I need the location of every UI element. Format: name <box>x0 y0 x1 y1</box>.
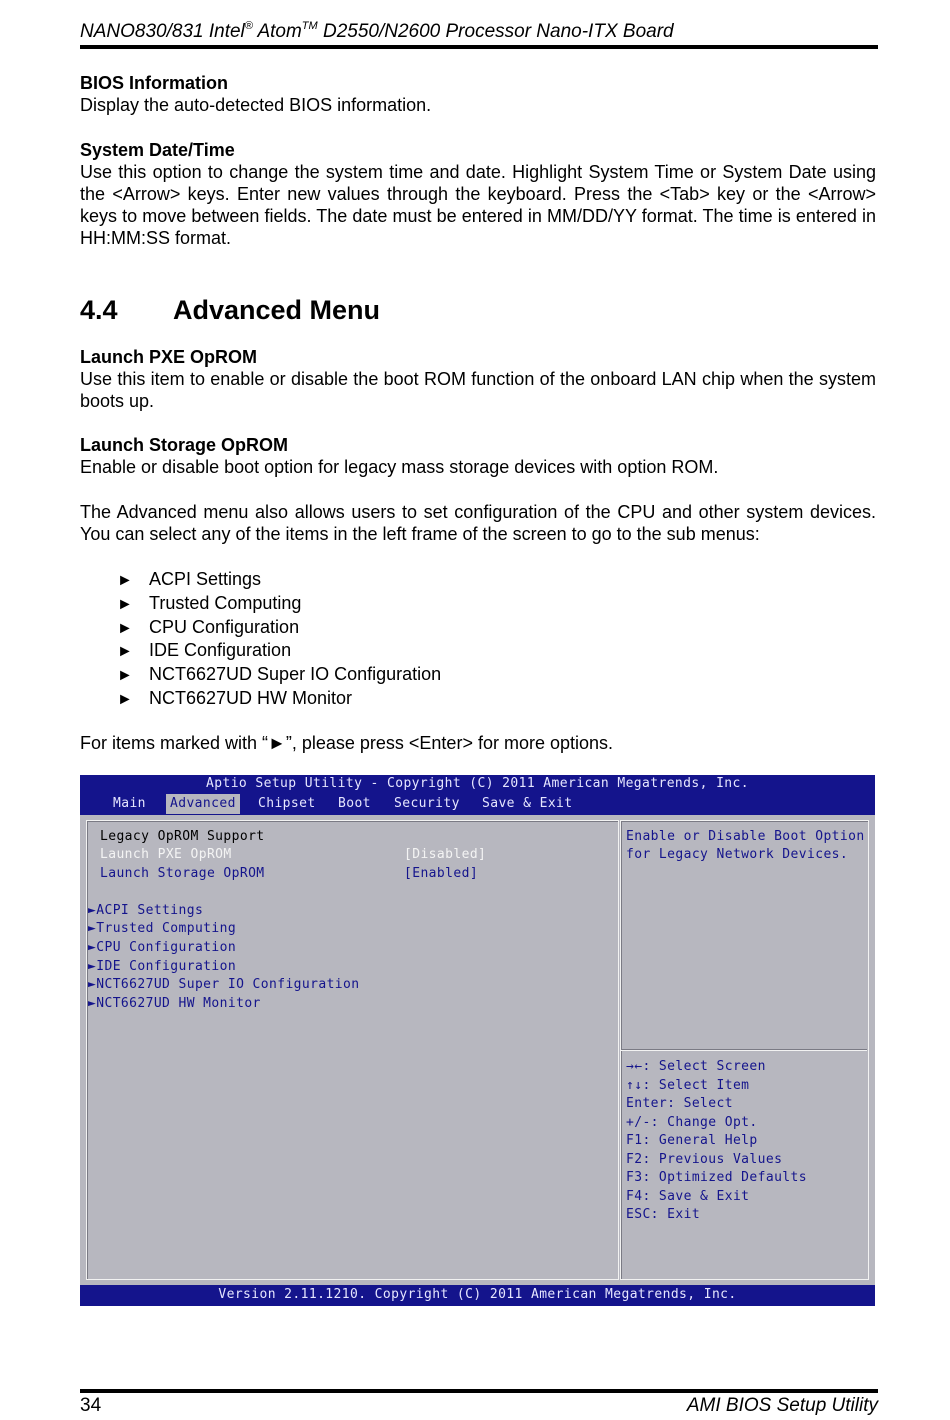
triangle-right-icon: ► <box>117 619 133 637</box>
system-date-time-heading: System Date/Time <box>80 140 235 160</box>
help-text-line-2: for Legacy Network Devices. <box>626 847 849 862</box>
key-help-select-item: ↑↓: Select Item <box>626 1078 750 1093</box>
bios-title-bar <box>80 775 875 815</box>
key-help-f1: F1: General Help <box>626 1133 758 1148</box>
bios-submenu-cpu[interactable] <box>88 939 236 957</box>
tab-advanced[interactable]: Advanced <box>166 794 240 814</box>
list-item <box>117 616 441 640</box>
key-help-enter: Enter: Select <box>626 1096 733 1111</box>
bios-information-heading: BIOS Information <box>80 73 228 93</box>
triangle-right-icon: ► <box>88 903 97 918</box>
list-item-label: CPU Configuration <box>149 616 300 637</box>
launch-storage-text: Enable or disable boot option for legacy mass storage devices with option ROM. <box>80 457 719 477</box>
enter-note-block <box>80 732 876 754</box>
triangle-right-icon: ► <box>117 595 133 613</box>
submenu-list <box>117 568 441 711</box>
help-text-line-1: Enable or Disable Boot Option <box>626 829 865 844</box>
header-text-atom: Atom <box>252 21 302 42</box>
bios-submenu-trusted[interactable] <box>88 920 236 938</box>
bios-information-text: Display the auto-detected BIOS information. <box>80 95 432 115</box>
section-title: Advanced Menu <box>173 295 381 325</box>
bios-title: Aptio Setup Utility - Copyright (C) 2011 American Megatrends, Inc. <box>206 776 749 791</box>
footer-title: AMI BIOS Setup Utility <box>686 1395 878 1416</box>
launch-storage-heading: Launch Storage OpROM <box>80 435 289 455</box>
bios-submenu-hwmonitor[interactable] <box>88 995 261 1013</box>
bios-submenu-label: NCT6627UD HW Monitor <box>96 996 261 1011</box>
bios-submenu-label: CPU Configuration <box>96 940 237 955</box>
list-item <box>117 687 441 711</box>
header-text: NANO830/831 Intel <box>80 21 245 42</box>
key-help-f3: F3: Optimized Defaults <box>626 1170 807 1185</box>
triangle-right-icon: ► <box>117 667 133 685</box>
triangle-right-icon: ► <box>117 690 133 708</box>
advanced-intro-text: The Advanced menu also allows users to set configuration of the CPU and other system devices. You can select any of the items in the left frame of the screen to go to the sub menus: <box>80 502 876 544</box>
list-item <box>117 639 441 663</box>
list-item-label: NCT6627UD HW Monitor <box>149 687 353 708</box>
running-header <box>80 20 878 44</box>
list-item <box>117 663 441 687</box>
launch-pxe-value[interactable]: [Disabled] <box>404 847 487 862</box>
triangle-right-icon: ► <box>88 921 97 936</box>
triangle-right-icon: ► <box>88 959 97 974</box>
bios-submenu-acpi[interactable] <box>88 902 203 920</box>
bios-version-bar <box>80 1285 875 1306</box>
bios-submenu-label: Trusted Computing <box>96 921 237 936</box>
launch-pxe-text: Use this item to enable or disable the boot ROM function of the onboard LAN chip when the system boots up. <box>80 369 876 411</box>
bios-left-frame <box>86 820 619 1280</box>
launch-storage-value[interactable]: [Enabled] <box>404 866 479 881</box>
key-help-esc: ESC: Exit <box>626 1207 701 1222</box>
bios-screenshot <box>80 775 875 1306</box>
tab-boot[interactable]: Boot <box>338 796 371 811</box>
system-date-time-block <box>80 139 876 249</box>
header-rule <box>80 45 878 49</box>
list-item-label: IDE Configuration <box>149 640 292 661</box>
key-help-change-opt: +/-: Change Opt. <box>626 1115 758 1130</box>
help-divider <box>621 1049 867 1051</box>
tab-security[interactable]: Security <box>394 796 460 811</box>
key-help-f2: F2: Previous Values <box>626 1152 783 1167</box>
system-date-time-text: Use this option to change the system time and date. Highlight System Time or System Date using the <Arrow> keys. Enter new values through the keyboard. Press the <Tab> key or the <Arrow> keys to move between fields. The date must be entered in MM/DD/YY format. The time is entered in HH:MM:SS format. <box>80 162 876 248</box>
bios-submenu-label: NCT6627UD Super IO Configuration <box>96 977 360 992</box>
key-help-select-screen: →←: Select Screen <box>626 1059 766 1074</box>
key-help-f4: F4: Save & Exit <box>626 1189 750 1204</box>
triangle-right-icon: ► <box>117 643 133 661</box>
bios-submenu-label: IDE Configuration <box>96 959 237 974</box>
section-heading <box>80 294 380 326</box>
list-item-label: ACPI Settings <box>149 569 262 589</box>
footer-rule <box>80 1389 878 1393</box>
registered-mark: ® <box>244 20 253 32</box>
list-item-label: NCT6627UD Super IO Configuration <box>149 664 442 685</box>
triangle-right-icon: ► <box>88 996 97 1011</box>
legacy-oprom-label: Legacy OpROM Support <box>100 829 265 844</box>
triangle-right-icon: ► <box>117 572 133 589</box>
launch-storage-block <box>80 434 876 478</box>
advanced-intro-block <box>80 501 876 545</box>
launch-pxe-block <box>80 346 876 412</box>
tab-main[interactable]: Main <box>113 796 146 811</box>
list-item-label: Trusted Computing <box>149 592 302 613</box>
launch-storage-option[interactable]: Launch Storage OpROM <box>100 866 265 881</box>
triangle-right-icon: ► <box>88 977 97 992</box>
trademark-mark: TM <box>301 20 318 32</box>
launch-pxe-option[interactable]: Launch PXE OpROM <box>100 847 232 862</box>
launch-pxe-heading: Launch PXE OpROM <box>80 347 258 367</box>
bios-information-block <box>80 72 876 116</box>
tab-save-exit[interactable]: Save & Exit <box>482 796 573 811</box>
list-item <box>117 568 441 592</box>
section-number: 4.4 <box>80 295 118 325</box>
header-text-board: D2550/N2600 Processor Nano-ITX Board <box>317 21 674 42</box>
bios-submenu-superio[interactable] <box>88 976 360 994</box>
list-item <box>117 592 441 616</box>
triangle-right-icon: ► <box>88 940 97 955</box>
enter-note-text: For items marked with “►”, please press <Enter> for more options. <box>80 733 614 753</box>
bios-version-text: Version 2.11.1210. Copyright (C) 2011 American Megatrends, Inc. <box>218 1287 737 1302</box>
bios-submenu-label: ACPI Settings <box>96 903 204 918</box>
bios-submenu-ide[interactable] <box>88 958 236 976</box>
page-number: 34 <box>80 1395 102 1416</box>
tab-chipset[interactable]: Chipset <box>258 796 316 811</box>
